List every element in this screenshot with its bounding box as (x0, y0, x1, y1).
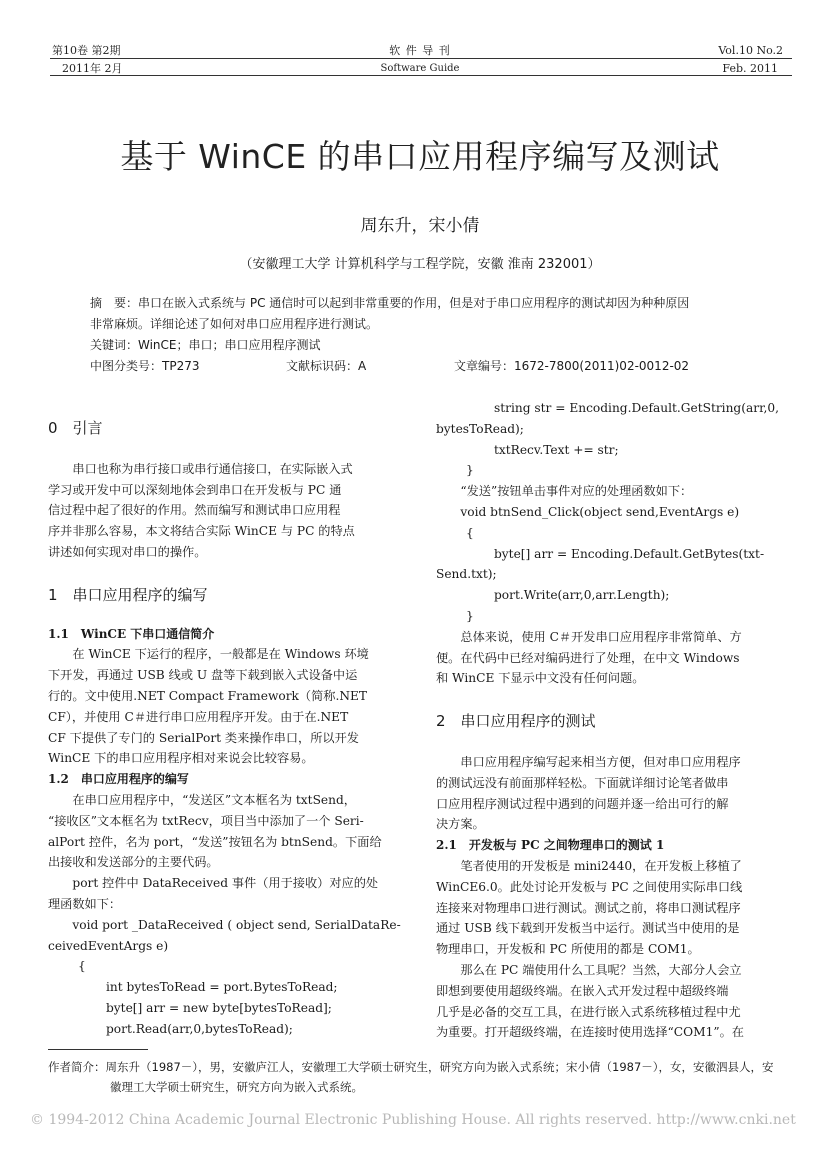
paragraph-line: 即想到要使用超级终端。在嵌入式开发过程中超级终端 (436, 983, 729, 998)
section-0-body (48, 459, 406, 563)
section-1-title: 1 串口应用程序的编写 (48, 585, 208, 604)
abstract (90, 293, 790, 377)
code-line: int bytesToRead = port.BytesToRead; (106, 980, 338, 995)
author-note-line: 徽理工大学硕士研究生，研究方向为嵌入式系统。 (110, 1080, 363, 1094)
paragraph-line: port 控件中 DataReceived 事件（用于接收）对应的处 (72, 876, 379, 891)
paragraph-line: 信过程中起了很好的作用。然而编写和测试串口应用程 (48, 503, 341, 518)
paragraph-line: WinCE6.0。此处讨论开发板与 PC 之间使用实际串口线 (436, 879, 743, 894)
paragraph-line: 在 WinCE 下运行的程序，一般都是在 Windows 环境 (72, 647, 369, 662)
code-line: { (466, 525, 474, 540)
header-journal-cn: 软 件 导 刊 (389, 44, 451, 57)
footnote-rule (48, 1049, 148, 1050)
code-line: } (466, 608, 474, 623)
section-0-title: 0 引言 (48, 419, 103, 437)
subsection-1-1-body (48, 644, 406, 769)
paragraph-line: 口应用程序测试过程中遇到的问题并逐一给出可行的解 (436, 796, 729, 811)
paragraph-line: 便。在代码中已经对编码进行了处理，在中文 Windows (436, 650, 740, 665)
article-number: 文章编号：1672-7800(2011)02-0012-02 (454, 359, 690, 373)
article-authors: 周东升，宋小倩 (360, 216, 480, 236)
abstract-text-1: 串口在嵌入式系统与 PC 通信时可以起到非常重要的作用，但是对于串口应用程序的测试却因为种种原因 (138, 296, 690, 310)
paragraph-line: 在串口应用程序中，“发送区”文本框名为 txtSend， (72, 792, 356, 807)
code-line: void btnSend_Click(object send,EventArgs e) (460, 504, 740, 519)
subsection-1-1-title: 1.1 WinCE 下串口通信简介 (48, 626, 215, 641)
paragraph-line: “接收区”文本框名为 txtRecv，项目当中添加了一个 Seri- (48, 813, 364, 828)
code-line: txtRecv.Text += str; (494, 442, 619, 457)
header-journal-en: Software Guide (380, 63, 460, 74)
paragraph-line: 物理串口，开发板和 PC 所使用的都是 COM1。 (436, 942, 700, 957)
paragraph-line: 学习或开发中可以深刻地体会到串口在开发板与 PC 通 (48, 482, 342, 497)
clc-number: 中图分类号：TP273 (90, 359, 200, 373)
subsection-2-1-body (436, 856, 792, 1043)
right-column (436, 398, 792, 1043)
code-line: void port _DataReceived ( object send, SerialDataRe- (72, 917, 401, 932)
paragraph-line: 那么在 PC 端使用什么工具呢？当然，大部分人会立 (460, 962, 742, 977)
header-volume: 第10卷 第2期 (52, 44, 121, 57)
code-line: { (78, 959, 86, 974)
paragraph-line: 讲述如何实现对串口的操作。 (48, 544, 207, 559)
paragraph-line: 串口应用程序编写起来相当方便，但对串口应用程序 (460, 754, 741, 769)
abstract-label: 摘 要： (90, 296, 139, 310)
copyright-notice: © 1994-2012 China Academic Journal Electronic Publishing House. All rights reserved. http://www.cnki.net (30, 1112, 796, 1128)
header-vol-en: Vol.10 No.2 (718, 44, 783, 57)
paragraph-line: 总体来说，使用 C＃开发串口应用程序非常简单、方 (460, 629, 742, 644)
paragraph-line: 连接来对物理串口进行测试。测试之前，将串口测试程序 (436, 900, 741, 915)
classification-row (90, 356, 790, 377)
paragraph-line: 行的。文中使用.NET Compact Framework（简称.NET (48, 688, 368, 703)
header-divider (50, 58, 792, 59)
author-note-line: 作者简介：周东升（1987－），男，安徽庐江人，安徽理工大学硕士研究生，研究方向为嵌入式系统；宋小倩（1987－），女，安徽泗县人，安 (48, 1060, 774, 1074)
code-line: Send.txt); (436, 567, 497, 582)
code-line: ceivedEventArgs e) (48, 938, 169, 953)
code-line: bytesToRead); (436, 421, 524, 436)
paragraph-line: 序并非那么容易，本文将结合实际 WinCE 与 PC 的特点 (48, 524, 355, 539)
subsection-1-2-body (48, 790, 406, 915)
code-block-send (436, 502, 792, 627)
author-note (48, 1057, 793, 1097)
paragraph-line: 通过 USB 线下载到开发板当中运行。测试当中使用的是 (436, 921, 740, 936)
code-line: byte[] arr = new byte[bytesToRead]; (106, 1000, 332, 1015)
paragraph-line: 下开发，再通过 USB 线或 U 盘等下载到嵌入式设备中运 (48, 668, 358, 683)
header-divider-bottom (50, 75, 792, 76)
paragraph-line: CF 下提供了专门的 SerialPort 类来操作串口，所以开发 (48, 730, 359, 745)
paragraph-line: 理函数如下： (48, 896, 122, 911)
code-line: } (466, 463, 474, 478)
article-affiliation: （安徽理工大学 计算机科学与工程学院，安徽 淮南 232001） (239, 257, 601, 272)
section-2-body (436, 752, 792, 835)
paragraph-line: “发送”按钮单击事件对应的处理函数如下： (460, 484, 693, 499)
paragraph-line: 为重要。打开超级终端，在连接时使用选择“COM1”。在 (436, 1025, 744, 1040)
paragraph-line: 的测试远没有前面那样轻松。下面就详细讨论笔者做串 (436, 775, 729, 790)
left-column (48, 418, 406, 1040)
paragraph-line: 笔者使用的开发板是 mini2440，在开发板上移植了 (460, 858, 742, 873)
code-block-receive-cont (436, 398, 792, 481)
code-block-receive (48, 915, 406, 1040)
code-line: byte[] arr = Encoding.Default.GetBytes(txt- (494, 546, 765, 561)
subsection-2-1-title: 2.1 开发板与 PC 之间物理串口的测试 1 (436, 838, 665, 853)
paragraph-line: 决方案。 (436, 817, 485, 832)
article-title: 基于 WinCE 的串口应用程序编写及测试 (120, 137, 720, 176)
paragraph-line: CF），并使用 C＃进行串口应用程序开发。由于在.NET (48, 709, 349, 724)
header-date-en: Feb. 2011 (722, 62, 778, 75)
paragraph-line: 几乎是必备的交互工具，在进行嵌入式系统移植过程中尤 (436, 1004, 741, 1019)
paragraph-line: 串口也称为串行接口或串行通信接口，在实际嵌入式 (72, 461, 353, 476)
code-line: port.Read(arr,0,bytesToRead); (106, 1021, 293, 1036)
summary-paragraph (436, 627, 792, 689)
paragraph-line: alPort 控件，名为 port，“发送”按钮名为 btnSend。下面给 (48, 834, 382, 849)
section-2-title: 2 串口应用程序的测试 (436, 712, 596, 731)
document-code: 文献标识码：A (286, 359, 367, 373)
paragraph-line: WinCE 下的串口应用程序相对来说会比较容易。 (48, 751, 314, 766)
code-line: port.Write(arr,0,arr.Length); (494, 588, 670, 603)
header-date: 2011年 2月 (62, 62, 123, 75)
paragraph-line: 出接收和发送部分的主要代码。 (48, 855, 219, 870)
code-line: string str = Encoding.Default.GetString(arr,0, (494, 401, 780, 415)
paragraph-line: 和 WinCE 下显示中文没有任何问题。 (436, 671, 645, 686)
subsection-1-2-title: 1.2 串口应用程序的编写 (48, 772, 189, 787)
abstract-text-2: 非常麻烦。详细论述了如何对串口应用程序进行测试。 (90, 317, 379, 331)
keywords: 关键词：WinCE；串口；串口应用程序测试 (90, 338, 321, 352)
